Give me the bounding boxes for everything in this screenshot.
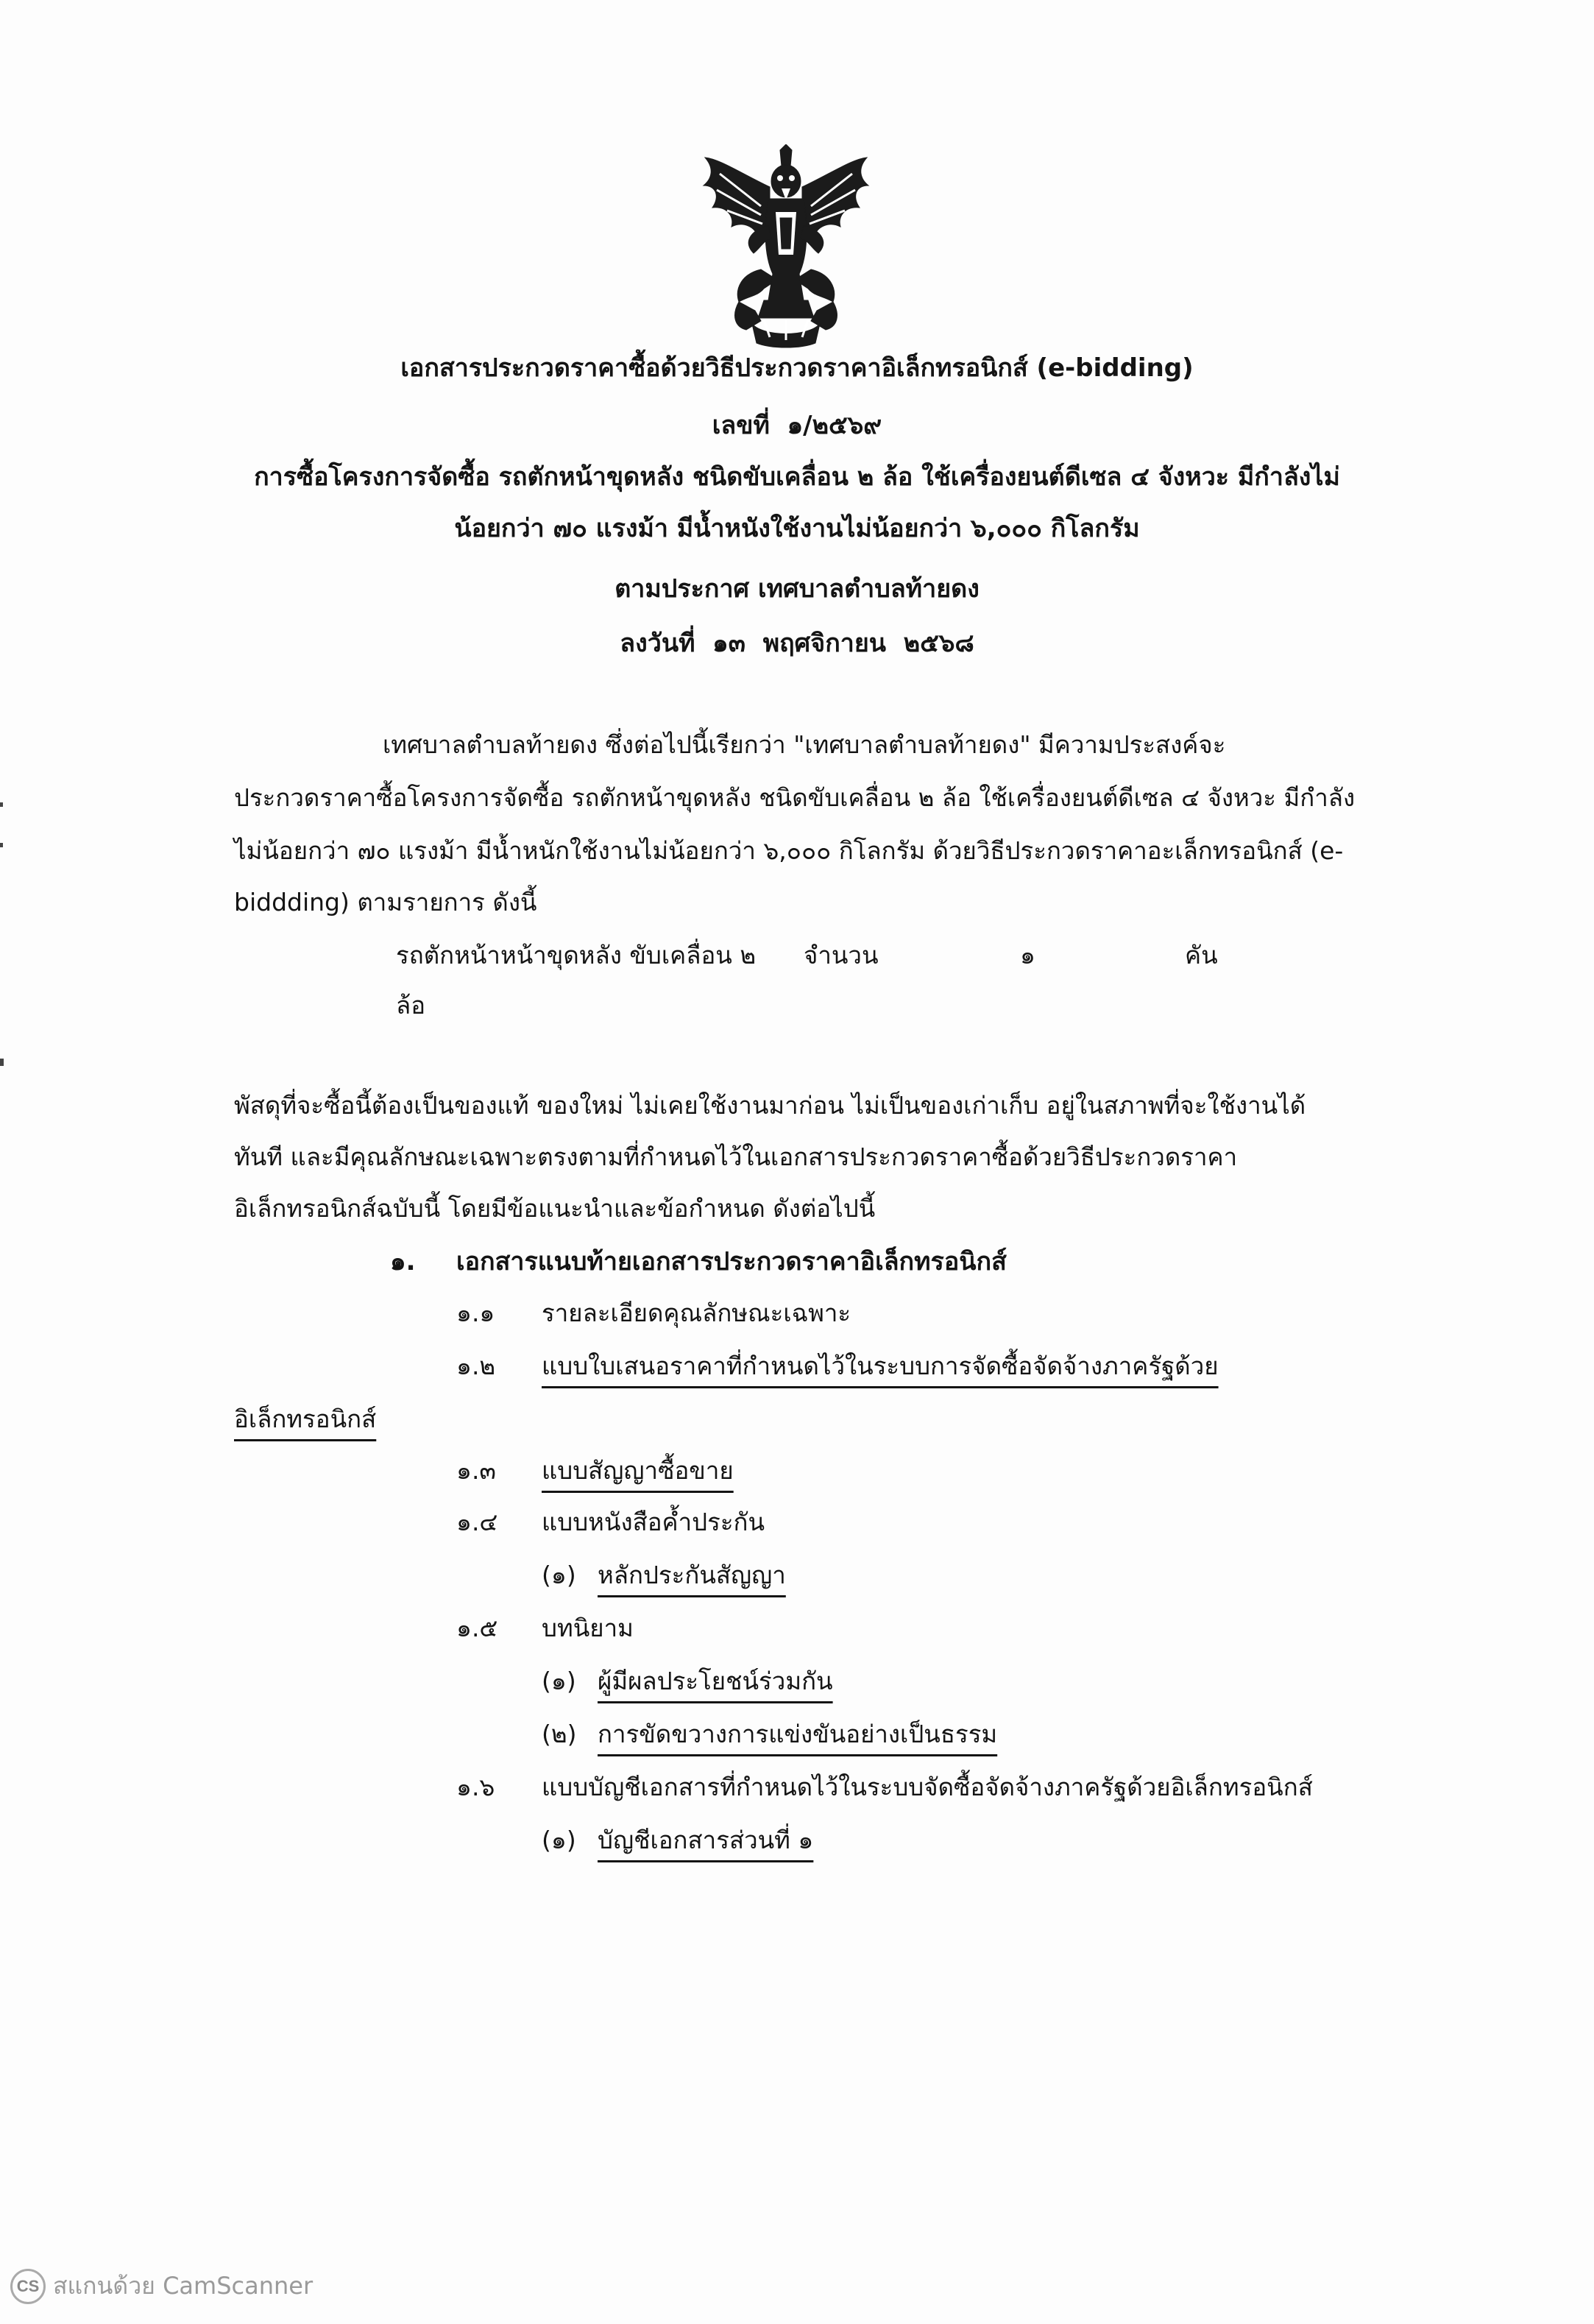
item-1-2-number: ๑.๒ [456, 1352, 496, 1380]
subject-line-2: น้อยกว่า ๗๐ แรงม้า มีน้ำหนังใช้งานไม่น้อยกว่า ๖,๐๐๐ กิโลกรัม [454, 514, 1140, 543]
item-quantity: ๑ [1020, 941, 1035, 969]
announcement-line: ตามประกาศ เทศบาลตำบลท้ายดง [614, 574, 980, 604]
item-1-1-text: รายละเอียดคุณลักษณะเฉพาะ [542, 1299, 851, 1327]
item-1-5-text: บทนิยาม [542, 1614, 634, 1642]
document-number-line [0, 409, 1594, 442]
item-1-3-text: แบบสัญญาซื้อขาย [542, 1456, 734, 1485]
item-1-6-number: ๑.๖ [456, 1773, 495, 1801]
paragraph-2-line-1: พัสดุที่จะซื้อนี้ต้องเป็นของแท้ ของใหม่ ไม่เคยใช้งานมาก่อน ไม่เป็นของเก่าเก็บ อยู่ในสภาพที่จะใช้งานได้ [234, 1091, 1306, 1120]
garuda-emblem [690, 144, 882, 349]
paragraph-2-line-2: ทันที และมีคุณลักษณะเฉพาะตรงตามที่กำหนดไว้ในเอกสารประกวดราคาซื้อด้วยวิธีประกวดราคา [234, 1142, 1238, 1171]
paragraph-1-line-1: เทศบาลตำบลท้ายดง ซึ่งต่อไปนี้เรียกว่า "เทศบาลตำบลท้ายดง" มีความประสงค์จะ [383, 730, 1226, 759]
section-1-number: ๑. [390, 1247, 416, 1276]
camscanner-logo-icon: CS [10, 2269, 46, 2304]
item-1-5-sub-2-text: การขัดขวางการแข่งขันอย่างเป็นธรรม [598, 1720, 998, 1748]
item-1-2-text: แบบใบเสนอราคาที่กำหนดไว้ในระบบการจัดซื้อจัดจ้างภาครัฐด้วย [542, 1352, 1219, 1380]
date-month: พฤศจิกายน [762, 629, 887, 658]
document-title: เอกสารประกวดราคาซื้อด้วยวิธีประกวดราคาอิเล็กทรอนิกส์ (e-bidding) [400, 353, 1194, 383]
camscanner-text: สแกนด้วย CamScanner [53, 2272, 314, 2300]
paragraph-1-line-2: ประกวดราคาซื้อโครงการจัดซื้อ รถตักหน้าขุดหลัง ชนิดขับเคลื่อน ๒ ล้อ ใช้เครื่องยนต์ดีเซล ๔ จังหวะ มีกำลัง [234, 783, 1356, 812]
scan-edge-mark [0, 843, 3, 847]
item-1-4-text: แบบหนังสือค้ำประกัน [542, 1508, 765, 1536]
paragraph-1-line-3: ไม่น้อยกว่า ๗๐ แรงม้า มีน้ำหนักใช้งานไม่น้อยกว่า ๖,๐๐๐ กิโลกรัม ด้วยวิธีประกวดราคาอะเล็กทรอนิกส์ (e- [234, 836, 1344, 865]
date-label: ลงวันที่ [620, 629, 695, 658]
date-day: ๑๓ [712, 629, 745, 658]
item-name-continued: ล้อ [396, 991, 426, 1020]
scan-edge-mark [0, 1059, 4, 1066]
paragraph-2-line-3: อิเล็กทรอนิกส์ฉบับนี้ โดยมีข้อแนะนำและข้อกำหนด ดังต่อไปนี้ [234, 1194, 876, 1223]
item-1-4-number: ๑.๔ [456, 1508, 498, 1536]
document-number-label: เลขที่ [712, 411, 770, 440]
item-1-2-text-continued: อิเล็กทรอนิกส์ [234, 1405, 377, 1433]
date-year: ๒๕๖๘ [903, 629, 974, 658]
date-line [0, 627, 1594, 660]
item-1-1-number: ๑.๑ [456, 1299, 495, 1327]
item-1-6-sub-1-number: (๑) [542, 1826, 576, 1854]
item-1-5-number: ๑.๕ [456, 1614, 498, 1642]
paragraph-1-line-4: biddding) ตามรายการ ดังนี้ [234, 888, 537, 916]
item-1-6-text: แบบบัญชีเอกสารที่กำหนดไว้ในระบบจัดซื้อจัดจ้างภาครัฐด้วยอิเล็กทรอนิกส์ [542, 1773, 1313, 1801]
camscanner-watermark [10, 2267, 313, 2305]
item-1-5-sub-2-number: (๒) [542, 1720, 577, 1748]
item-1-5-sub-1-text: ผู้มีผลประโยชน์ร่วมกัน [598, 1667, 833, 1695]
scan-edge-mark [0, 802, 3, 807]
document-number: ๑/๒๕๖๙ [787, 411, 882, 440]
item-unit: คัน [1185, 941, 1218, 969]
item-1-4-sub-1-text: หลักประกันสัญญา [598, 1561, 786, 1589]
item-name: รถตักหน้าหน้าขุดหลัง ขับเคลื่อน ๒ [396, 941, 757, 969]
item-1-4-sub-1-number: (๑) [542, 1561, 576, 1589]
subject-line-1: การซื้อโครงการจัดซื้อ รถตักหน้าขุดหลัง ชนิดขับเคลื่อน ๒ ล้อ ใช้เครื่องยนต์ดีเซล ๔ จังหวะ มีกำลังไม่ [254, 462, 1340, 492]
item-quantity-label: จำนวน [804, 941, 879, 969]
section-1-title: เอกสารแนบท้ายเอกสารประกวดราคาอิเล็กทรอนิกส์ [456, 1247, 1007, 1276]
item-1-6-sub-1-text: บัญชีเอกสารส่วนที่ ๑ [598, 1826, 814, 1854]
item-1-5-sub-1-number: (๑) [542, 1667, 576, 1695]
item-1-3-number: ๑.๓ [456, 1456, 496, 1485]
